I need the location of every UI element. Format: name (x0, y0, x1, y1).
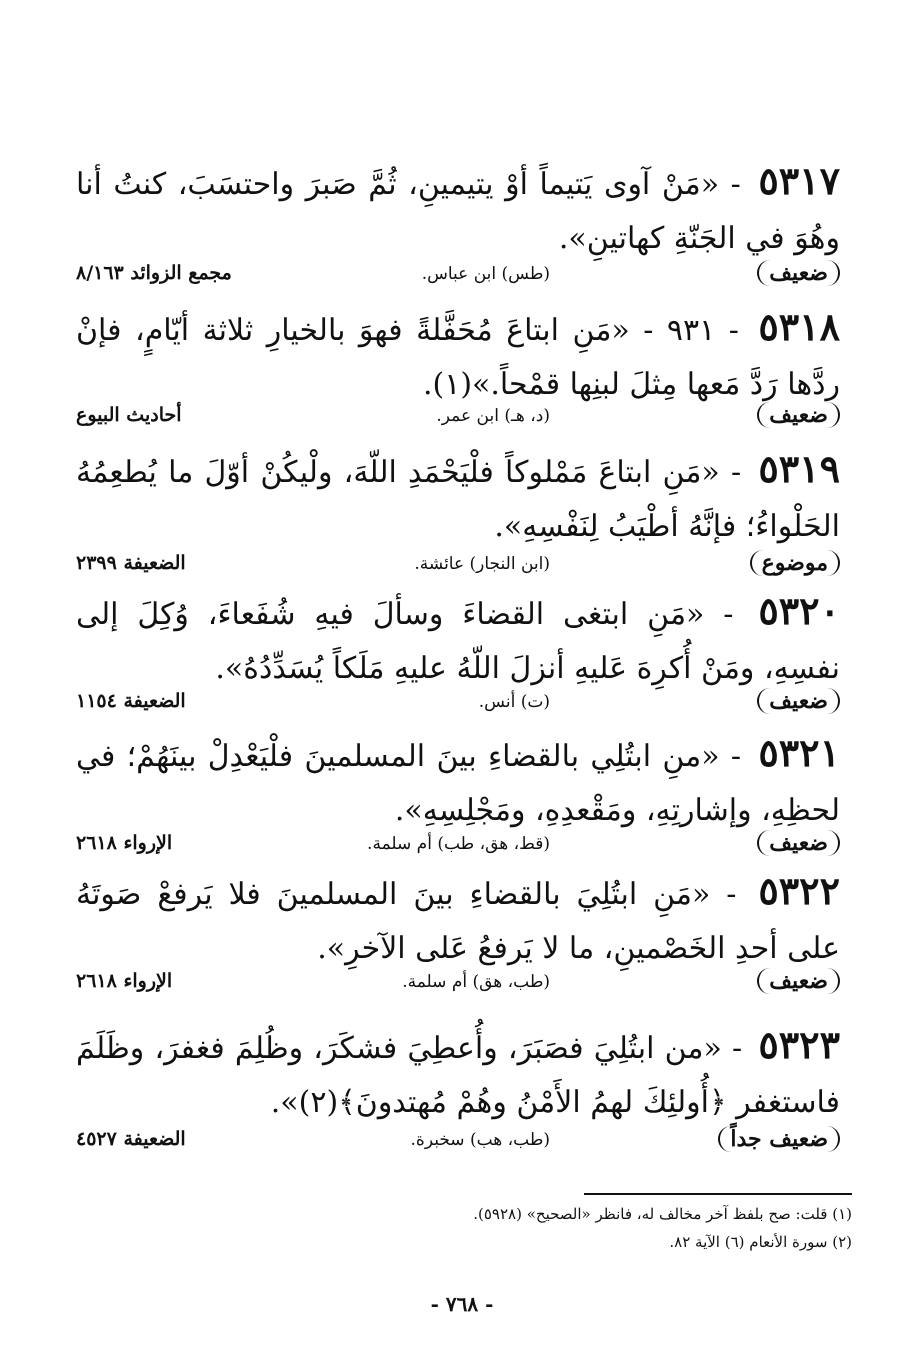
hadith-number: ٥٣٢١ (758, 730, 840, 775)
source-citation: (قط، هق، طب) أم سلمة. (367, 834, 550, 854)
hadith-entry (76, 1018, 840, 1130)
reference-line (76, 400, 840, 440)
hadith-text (76, 1018, 840, 1130)
hadith-entry (76, 864, 840, 976)
hadith-entry (76, 584, 840, 696)
book-reference: الضعيفة ١١٥٤ (76, 690, 186, 712)
footnotes (452, 1200, 852, 1256)
grade-label: ضعيف (757, 260, 840, 286)
footnote: (٢) سورة الأنعام (٦) الآية ٨٢. (669, 1233, 852, 1251)
grade-label: موضوع (750, 550, 840, 576)
source-citation: (طب، هب) سخبرة. (410, 1130, 550, 1150)
book-reference: أحاديث البيوع (76, 404, 182, 426)
hadith-body: - «مَنِ ابتاعَ مَمْلوكاً فلْيَحْمَدِ اللّهَ، ولْيكُنْ أوّلَ ما يُطعِمُهُ الحَلْواءُ؛ فإنَّهُ أطْيَبُ لِنَفْسِهِ». (76, 455, 840, 544)
hadith-body: - «من ابتُلِيَ فصَبَرَ، وأُعطِيَ فشكَرَ، وظُلِمَ فغفرَ، وظَلَمَ فاستغفر ﴿أُولئِكَ لهمُ الأَمْنُ وهُمْ مُهتدونَ﴾(٢)». (76, 1031, 840, 1120)
grade-label: ضعيف (757, 830, 840, 856)
reference-line (76, 828, 840, 868)
hadith-text (76, 864, 840, 976)
hadith-text (76, 300, 840, 412)
hadith-body: - «مَنِ ابتُلِيَ بالقضاءِ بينَ المسلمينَ فلا يَرفعْ صَوتَهُ على أحدِ الخَصْمينِ، ما لا يَرفعُ عَلى الآخرِ». (76, 877, 840, 966)
hadith-text (76, 584, 840, 696)
source-citation: (طب، هق) أم سلمة. (402, 972, 550, 992)
source-citation: (طس) ابن عباس. (421, 264, 550, 284)
hadith-number: ٥٣١٩ (758, 446, 840, 491)
reference-line (76, 548, 840, 588)
reference-line (76, 966, 840, 1006)
source-citation: (ت) أنس. (478, 692, 550, 712)
reference-line (76, 1124, 840, 1164)
grade-label: ضعيف (757, 688, 840, 714)
hadith-body: - ٩٣١ - «مَنِ ابتاعَ مُحَفَّلةً فهوَ بالخيارِ ثلاثة أيّامٍ، فإنْ ردَّها رَدَّ مَعها مِثلَ لبنِها قمْحاً.»(١). (76, 313, 840, 402)
grade-label: ضعيف جداً (718, 1126, 840, 1152)
book-reference: الضعيفة ٤٥٢٧ (76, 1128, 186, 1150)
reference-line (76, 686, 840, 726)
grade-label: ضعيف (757, 968, 840, 994)
page-number: - ٧٦٨ - (430, 1292, 494, 1316)
hadith-entry (76, 726, 840, 838)
hadith-entry (76, 154, 840, 266)
book-reference: الإرواء ٢٦١٨ (76, 970, 173, 992)
reference-line (76, 258, 840, 298)
hadith-text (76, 726, 840, 838)
hadith-number: ٥٣١٨ (758, 304, 840, 349)
footnote: (١) قلت: صح بلفظ آخر مخالف له، فانظر «الصحيح» (٥٩٢٨). (473, 1205, 852, 1223)
hadith-text (76, 442, 840, 554)
book-reference: مجمع الزوائد ٨/١٦٣ (76, 262, 232, 284)
hadith-number: ٥٣١٧ (758, 158, 840, 203)
book-reference: الإرواء ٢٦١٨ (76, 832, 173, 854)
source-citation: (د، هـ) ابن عمر. (436, 406, 550, 426)
hadith-number: ٥٣٢٣ (758, 1022, 840, 1067)
grade-label: ضعيف (757, 402, 840, 428)
footnote-divider (584, 1193, 852, 1195)
hadith-body: - «مَنِ ابتغى القضاءَ وسألَ فيهِ شُفَعاءَ، وُكِلَ إلى نفسِهِ، ومَنْ أُكرِهَ عَليهِ أنزلَ اللّهُ عليهِ مَلَكاً يُسَدِّدُهُ». (76, 597, 840, 686)
hadith-entry (76, 300, 840, 412)
hadith-body: - «مَنْ آوى يَتيماً أوْ يتيمينِ، ثُمَّ صَبرَ واحتسَبَ، كنتُ أنا وهُوَ في الجَنّةِ كهاتينِ». (76, 167, 840, 256)
hadith-text (76, 154, 840, 266)
hadith-number: ٥٣٢٢ (758, 868, 840, 913)
hadith-number: ٥٣٢٠ (758, 588, 840, 633)
source-citation: (ابن النجار) عائشة. (414, 554, 550, 574)
book-reference: الضعيفة ٢٣٩٩ (76, 552, 186, 574)
hadith-entry (76, 442, 840, 554)
hadith-body: - «منِ ابتُلِي بالقضاءِ بينَ المسلمينَ فلْيَعْدِلْ بينَهُمْ؛ في لحظِهِ، وإشارتِهِ، ومَقْعدِهِ، ومَجْلِسِهِ». (76, 739, 840, 828)
